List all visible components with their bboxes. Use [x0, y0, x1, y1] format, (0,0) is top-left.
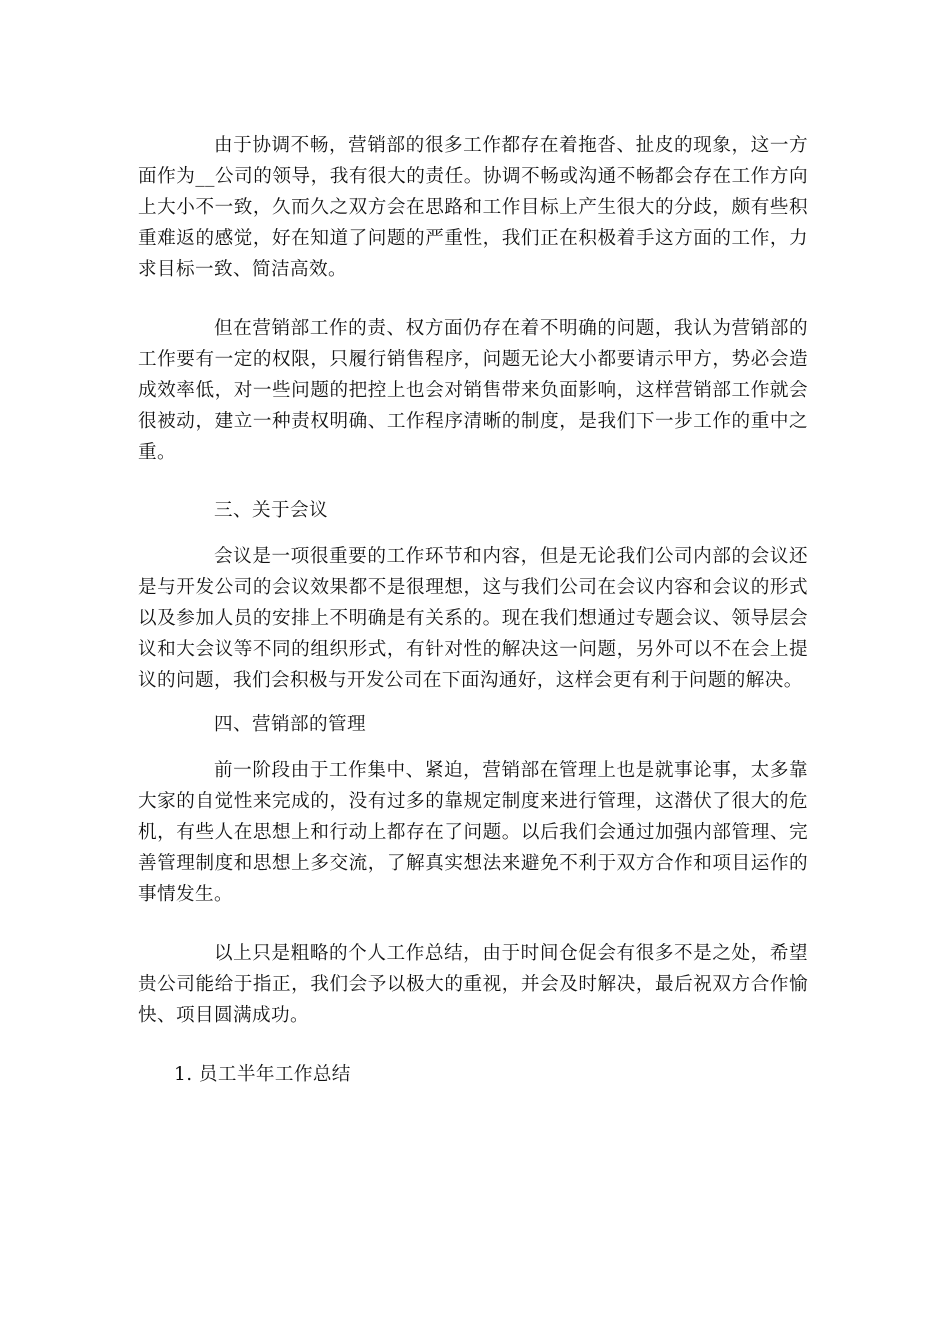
paragraph-management: 前一阶段由于工作集中、紧迫，营销部在管理上也是就事论事，太多靠大家的自觉性来完成的，没有过多的靠规定制度来进行管理，这潜伏了很大的危机，有些人在思想上和行动上都存在了问题。以后我们会通过加强内部管理、完善管理制度和思想上多交流，了解真实想法来避免不利于双方合作和项目运作的事情发生。: [138, 760, 808, 905]
paragraph-coordination: 由于协调不畅，营销部的很多工作都存在着拖沓、扯皮的现象，这一方面作为__公司的领导，我有很大的责任。协调不畅或沟通不畅都会存在工作方向上大小不一致，久而久之双方会在思路和工作目标上产生很大的分歧，颇有些积重难返的感觉，好在知道了问题的严重性，我们正在积极着手这方面的工作，力求目标一致、简洁高效。: [138, 135, 808, 280]
paragraph-responsibility: 但在营销部工作的责、权方面仍存在着不明确的问题，我认为营销部的工作要有一定的权限，只履行销售程序，问题无论大小都要请示甲方，势必会造成效率低，对一些问题的把控上也会对销售带来负面影响，这样营销部工作就会很被动，建立一种责权明确、工作程序清晰的制度，是我们下一步工作的重中之重。: [138, 318, 808, 463]
paragraph-conclusion: 以上只是粗略的个人工作总结，由于时间仓促会有很多不是之处，希望贵公司能给于指正，我们会予以极大的重视，并会及时解决，最后祝双方合作愉快、项目圆满成功。: [138, 943, 808, 1026]
list-item-half-year-summary: 1. 员工半年工作总结: [174, 1064, 351, 1085]
section-heading-meetings: 三、关于会议: [214, 500, 328, 521]
section-heading-management: 四、营销部的管理: [214, 714, 366, 735]
paragraph-meetings: 会议是一项很重要的工作环节和内容，但是无论我们公司内部的会议还是与开发公司的会议效果都不是很理想，这与我们公司在会议内容和会议的形式以及参加人员的安排上不明确是有关系的。现在我们想通过专题会议、领导层会议和大会议等不同的组织形式，有针对性的解决这一问题，另外可以不在会上提议的问题，我们会积极与开发公司在下面沟通好，这样会更有利于问题的解决。: [138, 546, 808, 691]
document-body: [138, 130, 808, 1090]
